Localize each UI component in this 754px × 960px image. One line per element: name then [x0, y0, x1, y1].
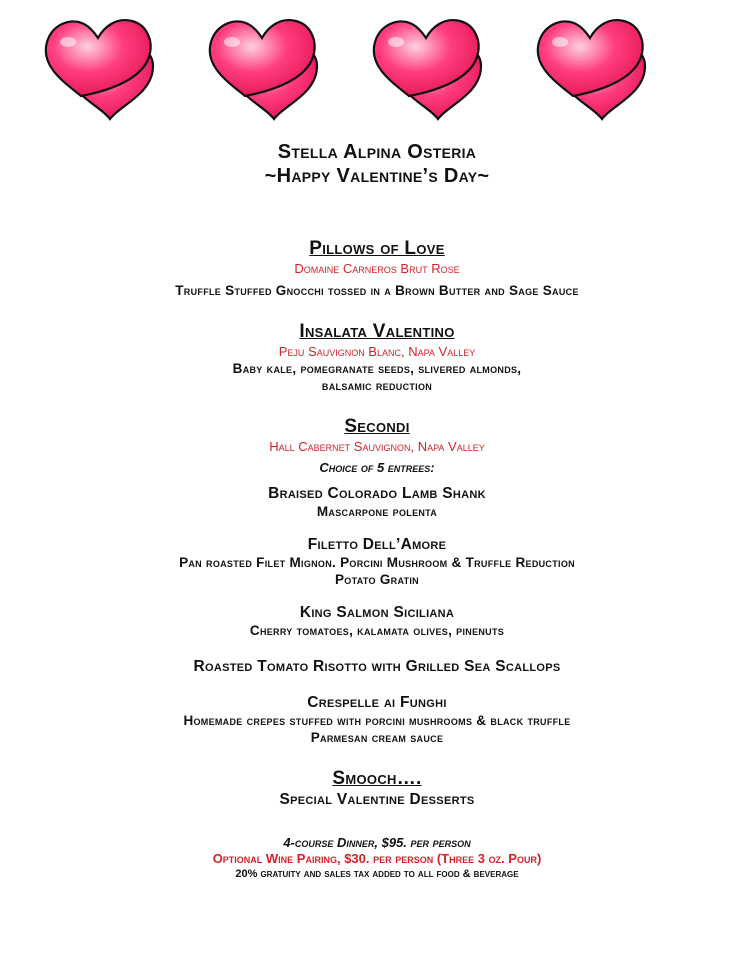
gratuity-note: 20% gratuity and sales tax added to all food & beverage [235, 868, 519, 880]
entree-description: Homemade crepes stuffed with porcini mushrooms & black truffle [183, 713, 571, 728]
restaurant-name: Stella Alpina Osteria [277, 141, 477, 163]
course-title: Pillows of Love [309, 238, 445, 259]
entree-name: Roasted Tomato Risotto with Grilled Sea Scallops [193, 658, 561, 675]
entree-name: Braised Colorado Lamb Shank [268, 485, 486, 502]
wine-pairing-note: Optional Wine Pairing, $30. per person (Three 3 oz. Pour) [212, 851, 542, 866]
entree-description: Potato Gratin [335, 572, 419, 587]
entree-description: Parmesan cream sauce [310, 730, 444, 745]
entree-description: Cherry tomatoes, kalamata olives, pinenuts [249, 623, 505, 638]
heart-pair-icon [374, 20, 481, 119]
wine-pairing-label: Peju Sauvignon Blanc, Napa Valley [278, 344, 476, 359]
entree-description: Pan roasted Filet Mignon. Porcini Mushroom & Truffle Reduction [179, 555, 575, 570]
price-note: 4-course Dinner, $95. per person [283, 835, 471, 850]
choice-note: Choice of 5 entrees: [319, 460, 435, 475]
hearts-banner [0, 0, 754, 130]
entree-description: Mascarpone polenta [316, 504, 438, 519]
entree-name: Filetto Dell’Amore [307, 536, 447, 553]
heart-pair-icon [538, 20, 645, 119]
heart-pair-icon [46, 20, 153, 119]
course-title: Secondi [344, 416, 410, 437]
course-title: Smooch…. [332, 768, 422, 789]
wine-pairing-label: Hall Cabernet Sauvignon, Napa Valley [269, 439, 485, 454]
greeting: ~Happy Valentine’s Day~ [264, 165, 490, 187]
entree-name: King Salmon Siciliana [299, 604, 455, 621]
wine-pairing-label: Domaine Carneros Brut Rose [294, 261, 460, 276]
course-description: Truffle Stuffed Gnocchi tossed in a Brown Butter and Sage Sauce [175, 283, 579, 298]
course-description: Baby kale, pomegranate seeds, slivered almonds, [232, 361, 522, 376]
heart-pair-icon [210, 20, 317, 119]
course-description: balsamic reduction [321, 378, 433, 393]
entree-name: Crespelle ai Funghi [307, 694, 447, 711]
course-title: Insalata Valentino [299, 321, 455, 342]
dessert-subtitle: Special Valentine Desserts [279, 791, 475, 808]
menu [0, 140, 754, 881]
